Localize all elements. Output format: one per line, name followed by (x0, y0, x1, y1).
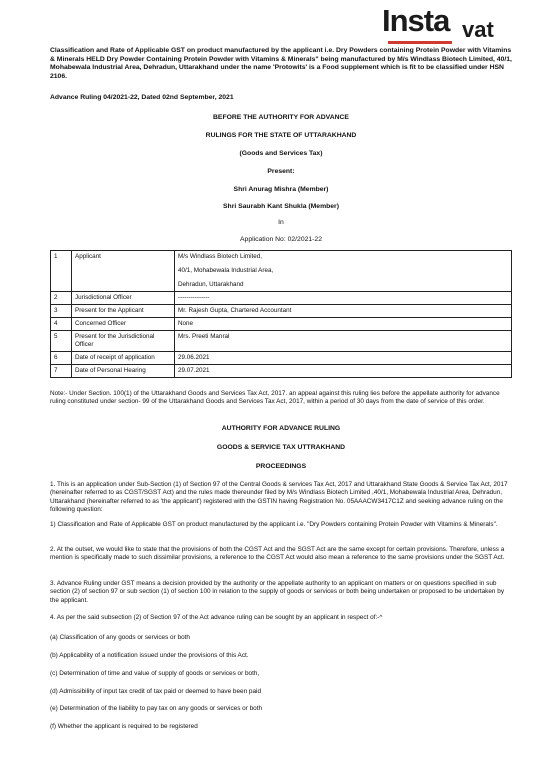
row-label: Jurisdictional Officer (72, 292, 175, 305)
row-number: 2 (51, 292, 72, 305)
row-value (175, 305, 512, 318)
case-details-table (50, 250, 512, 378)
row-number: 3 (51, 305, 72, 318)
table-row (51, 292, 512, 305)
document-title: Classification and Rate of Applicable GST on product manufactured by the applicant i.e. Dry Powders containing Protein Powder with Vitamins & Minerals HELD Dry Powder Containing Protein Powder with Vitamins & Minerals" being manufactured by M/s Windlass Biotech Limited, 40/1, Mohabewala Industrial Area, Dehradun, Uttarakhand under the name 'Protowits' is a Food supplement which is fit to be classified under HSN 2106. (50, 47, 512, 81)
paragraph-1-question: 1) Classification and Rate of Applicable GST on product manufactured by the applicant i.e. "Dry Powders containing Protein Powder with Vitamins & Minerals". (50, 521, 498, 528)
row-value (175, 292, 512, 305)
table-row (51, 251, 512, 292)
appeal-note: Note:- Under Section. 100(1) of the Uttarakhand Goods and Services Tax Act, 2017. an appeal against this ruling lies before the appellate authority for advance ruling constituted under section- 99 of the Uttarakhand Goods and Services Tax Act, 2017, within a period of 30 days from the date of service of this order. (50, 390, 500, 406)
row-value-line: 29.07.2021 (178, 367, 210, 374)
list-item: (f) Whether the applicant is required to be registered (50, 723, 198, 730)
row-label: Present for the Jurisdictional Officer (72, 331, 175, 352)
list-item: (e) Determination of the liability to pay tax on any goods or services or both (50, 705, 263, 712)
gst-subtitle: (Goods and Services Tax) (239, 150, 323, 157)
table-row (51, 365, 512, 378)
row-value (175, 365, 512, 378)
proceedings-heading: PROCEEDINGS (255, 463, 307, 470)
list-item: (d) Admissibility of input tax credit of tax paid or deemed to have been paid (50, 688, 262, 695)
list-item: (b) Applicability of a notification issued under the provisions of this Act. (50, 652, 249, 659)
paragraph-2: 2. At the outset, we would like to state that the provisions of both the CGST Act and the SGST Act are the same except for certain provisions. Therefore, unless a mention is specifically made to such dissimilar provisions, a reference to the CGST Act would also mean a reference to the same provisions under the SGST Act. (50, 546, 505, 562)
row-value (175, 318, 512, 331)
present-label: Present: (267, 168, 295, 175)
member-1: Shri Anurag Mishra (Member) (233, 186, 329, 193)
row-label: Date of Personal Hearing (72, 365, 175, 378)
row-number: 4 (51, 318, 72, 331)
list-item: (c) Determination of time and value of supply of goods or services or both, (50, 670, 260, 677)
paragraph-4: 4. As per the said subsection (2) of Section 97 of the Act advance ruling can be sought by an applicant in respect of:-^ (50, 614, 383, 621)
row-label: Date of receipt of application (72, 352, 175, 365)
logo-vat-text: vat (462, 17, 494, 42)
authority-heading: AUTHORITY FOR ADVANCE RULING (221, 425, 341, 432)
table-row (51, 352, 512, 365)
rulings-state: RULINGS FOR THE STATE OF UTTARAKHAND (205, 132, 357, 139)
logo-insta-text: Insta (382, 3, 450, 38)
row-label: Present for the Applicant (72, 305, 175, 318)
row-value-line: M/s Windlass Biotech Limited, (178, 253, 262, 260)
ruling-number: Advance Ruling 04/2021-22, Dated 02nd September, 2021 (50, 94, 234, 101)
row-label: Concerned Officer (72, 318, 175, 331)
row-number: 5 (51, 331, 72, 352)
logo-underline (388, 41, 452, 44)
row-value (175, 331, 512, 352)
instavat-logo (382, 5, 502, 47)
row-value-line: 40/1, Mohabewala Industrial Area, (178, 267, 274, 274)
row-label: Applicant (72, 251, 175, 292)
before-authority: BEFORE THE AUTHORITY FOR ADVANCE (213, 114, 349, 121)
row-value-line: Dehradun, Uttarakhand (178, 281, 244, 288)
table-row (51, 318, 512, 331)
paragraph-3: 3. Advance Ruling under GST means a decision provided by the authority or the appellate authority to an applicant on matters or on questions specified in sub section (2) of section 97 or sub section (1) of section 100 in relation to the supply of goods or services or both being undertaken or proposed to be undertaken by the applicant. (50, 580, 505, 604)
row-value-line: --------------- (178, 294, 210, 301)
row-number: 6 (51, 352, 72, 365)
application-number: Application No: 02/2021-22 (240, 236, 322, 243)
paragraph-1: 1. This is an application under Sub-Section (1) of Section 97 of the Central Goods & services Tax Act, 2017 and Uttarakhand State Goods & Service Tax Act, 2017 (hereinafter referred to as CGST/SGST Act) and the rules made thereunder filed by M/s Windlass Biotech Limited ,40/1, Mohabewala Industrial Area, Dehradun, Uttarakhand (hereinafter referred to as 'the applicant') registered with the GSTIN having Registration No. 05AAACW3417C1Z and seeking advance ruling on the following question: (50, 481, 508, 514)
member-2: Shri Saurabh Kant Shukla (Member) (223, 203, 339, 210)
row-value-line: Mr. Rajesh Gupta, Chartered Accountant (178, 307, 292, 314)
row-value-line: 29.06.2021 (178, 354, 210, 361)
in-label: In (278, 219, 284, 226)
row-value-line: Mrs. Preeti Manral (178, 333, 230, 340)
list-item: (a) Classification of any goods or services or both (50, 634, 190, 641)
table-row (51, 331, 512, 352)
row-value (175, 251, 512, 292)
row-value-line: None (178, 320, 194, 327)
row-number: 1 (51, 251, 72, 292)
gst-uttarakhand-heading: GOODS & SERVICE TAX UTTRAKHAND (216, 444, 346, 451)
table-row (51, 305, 512, 318)
row-value (175, 352, 512, 365)
row-number: 7 (51, 365, 72, 378)
